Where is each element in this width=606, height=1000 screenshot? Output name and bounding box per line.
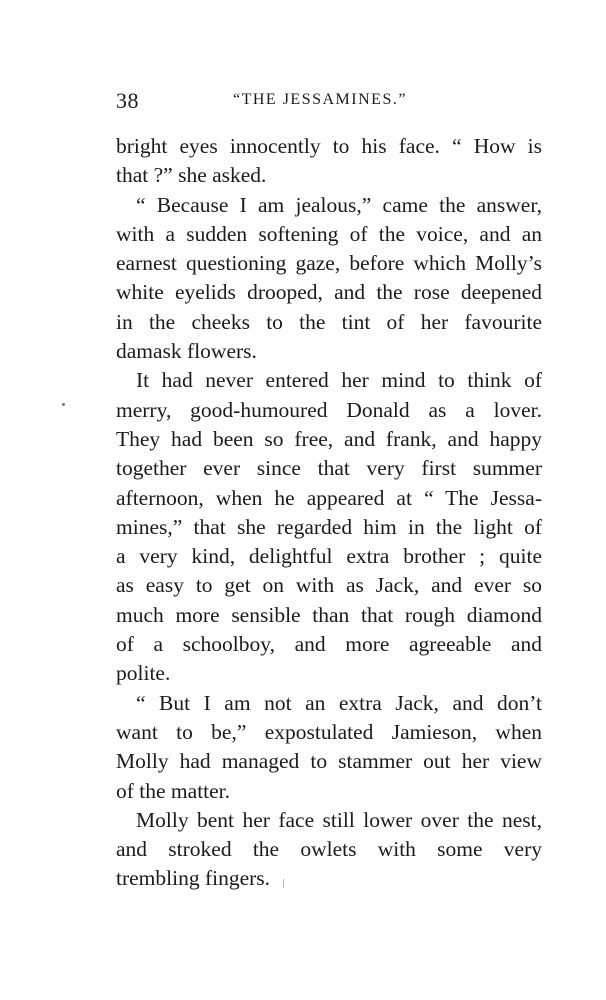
- page-number: 38: [116, 88, 139, 113]
- text-line: much more sensible than that rough diamond: [116, 602, 542, 627]
- text-line: as easy to get on with as Jack, and ever so: [116, 573, 542, 598]
- text-line: damask flowers.: [116, 339, 257, 364]
- text-line: polite.: [116, 661, 171, 686]
- text-line: They had been so free, and frank, and happy: [116, 426, 542, 451]
- page-header: [116, 88, 542, 120]
- scan-mark: [283, 879, 284, 888]
- text-line: and stroked the owlets with some very: [116, 837, 542, 862]
- text-line: want to be,” expostulated Jamieson, when: [116, 719, 542, 744]
- text-line: It had never entered her mind to think of: [136, 368, 542, 393]
- text-line: of a schoolboy, and more agreeable and: [116, 632, 542, 657]
- text-line: merry, good-humoured Donald as a lover.: [116, 397, 542, 422]
- text-line: “ Because I am jealous,” came the answer,: [136, 192, 542, 217]
- text-line: with a sudden softening of the voice, and an: [116, 221, 542, 246]
- text-line: afternoon, when he appeared at “ The Jessa-: [116, 485, 542, 510]
- text-line: earnest questioning gaze, before which Molly’s: [116, 251, 542, 276]
- text-line: bright eyes innocently to his face. “ How is: [116, 134, 542, 158]
- text-line: white eyelids drooped, and the rose deepened: [116, 280, 542, 305]
- text-line: a very kind, delightful extra brother ; quite: [116, 544, 542, 569]
- body-text: [116, 132, 542, 894]
- scan-speck: [62, 403, 65, 406]
- running-title: “THE JESSAMINES.”: [233, 91, 407, 108]
- text-line: mines,” that she regarded him in the light of: [116, 514, 542, 539]
- text-line: of the matter.: [116, 778, 231, 803]
- text-line: Molly bent her face still lower over the nest,: [136, 807, 542, 832]
- text-line: in the cheeks to the tint of her favourite: [116, 309, 542, 334]
- text-line: together ever since that very first summer: [116, 456, 542, 481]
- text-line: Molly had managed to stammer out her view: [116, 749, 542, 774]
- text-line: trembling fingers.: [116, 866, 271, 891]
- text-line: that ?” she asked.: [116, 163, 267, 188]
- text-line: “ But I am not an extra Jack, and don’t: [136, 690, 542, 715]
